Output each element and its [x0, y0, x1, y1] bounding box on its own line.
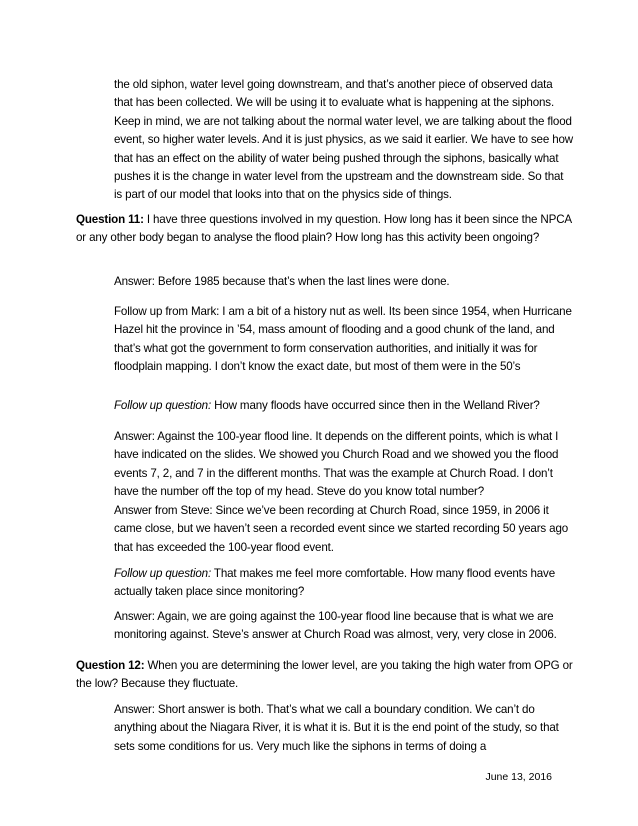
footer-date: June 13, 2016 — [485, 771, 552, 783]
answer-11: Answer: Before 1985 because that’s when the last lines were done. — [114, 275, 450, 288]
answer-follow-up-2: Answer: Again, we are going against the 100-year flood line because that is what we are monitoring against. Steve’s answer at Church Road was almost, very, very close in 2006. — [114, 610, 557, 642]
follow-up-question-2 — [114, 565, 574, 602]
follow-up-mark: Follow up from Mark: I am a bit of a history nut as well. Its been since 1954, when Hurricane Hazel hit the province in ’54, mass amount of flooding and a good chunk of the land, and that’s what got the government to form conservation authorities, and initially it was for floodplain mapping. I don’t know the exact date, but most of them were in the 50’s — [114, 305, 572, 374]
follow-up-question-1 — [114, 397, 574, 415]
answer-12: Answer: Short answer is both. That’s what we call a boundary condition. We can’t do anything about the Niagara River, it is what it is. But it is the end point of the study, so that sets some conditions for us. Very much like the siphons in terms of doing a — [114, 703, 559, 753]
question-11-text: I have three questions involved in my question. How long has it been since the NPCA or any other body began to analyse the flood plain? How long has this activity been ongoing? — [76, 213, 572, 245]
question-12-text: When you are determining the lower level, are you taking the high water from OPG or the low? Because they fluctuate. — [76, 659, 573, 691]
question-12-label: Question 12: — [76, 659, 145, 672]
answer-from-steve: Answer from Steve: Since we’ve been recording at Church Road, since 1959, in 2006 it came close, but we haven’t seen a recorded event since we started recording 50 years ago that has exceeded the 100-year flood event. — [114, 504, 569, 554]
paragraph-siphon-continuation: the old siphon, water level going downstream, and that’s another piece of observed data that has been collected. We will be using it to evaluate what is happening at the siphons. Keep in mind, we are not talking about the normal water level, we are talking about the flood event, so higher water levels. And it is just physics, as we said it earlier. We have to see how that has an effect on the ability of water being pushed through the siphons, basically what pushes it is the change in water level from the upstream and the downstream side. So that is part of our model that looks into that on the physics side of things. — [114, 78, 574, 202]
question-11 — [76, 211, 574, 248]
follow-up-question-1-text: How many floods have occurred since then in the Welland River? — [211, 399, 540, 412]
follow-up-question-2-text: That makes me feel more comfortable. How many flood events have actually taken place since monitoring? — [114, 567, 556, 599]
follow-up-question-2-label: Follow up question: — [114, 567, 212, 580]
question-11-label: Question 11: — [76, 213, 144, 226]
follow-up-question-1-label: Follow up question: — [114, 399, 212, 412]
question-12 — [76, 657, 574, 694]
answer-follow-up-1: Answer: Against the 100-year flood line. It depends on the different points, which is what I have indicated on the slides. We showed you Church Road and we showed you the flood events 7, 2, and 7 in the different months. That was the example at Church Road. I don’t have the number off the top of my head. Steve do you know total number? — [114, 430, 559, 499]
